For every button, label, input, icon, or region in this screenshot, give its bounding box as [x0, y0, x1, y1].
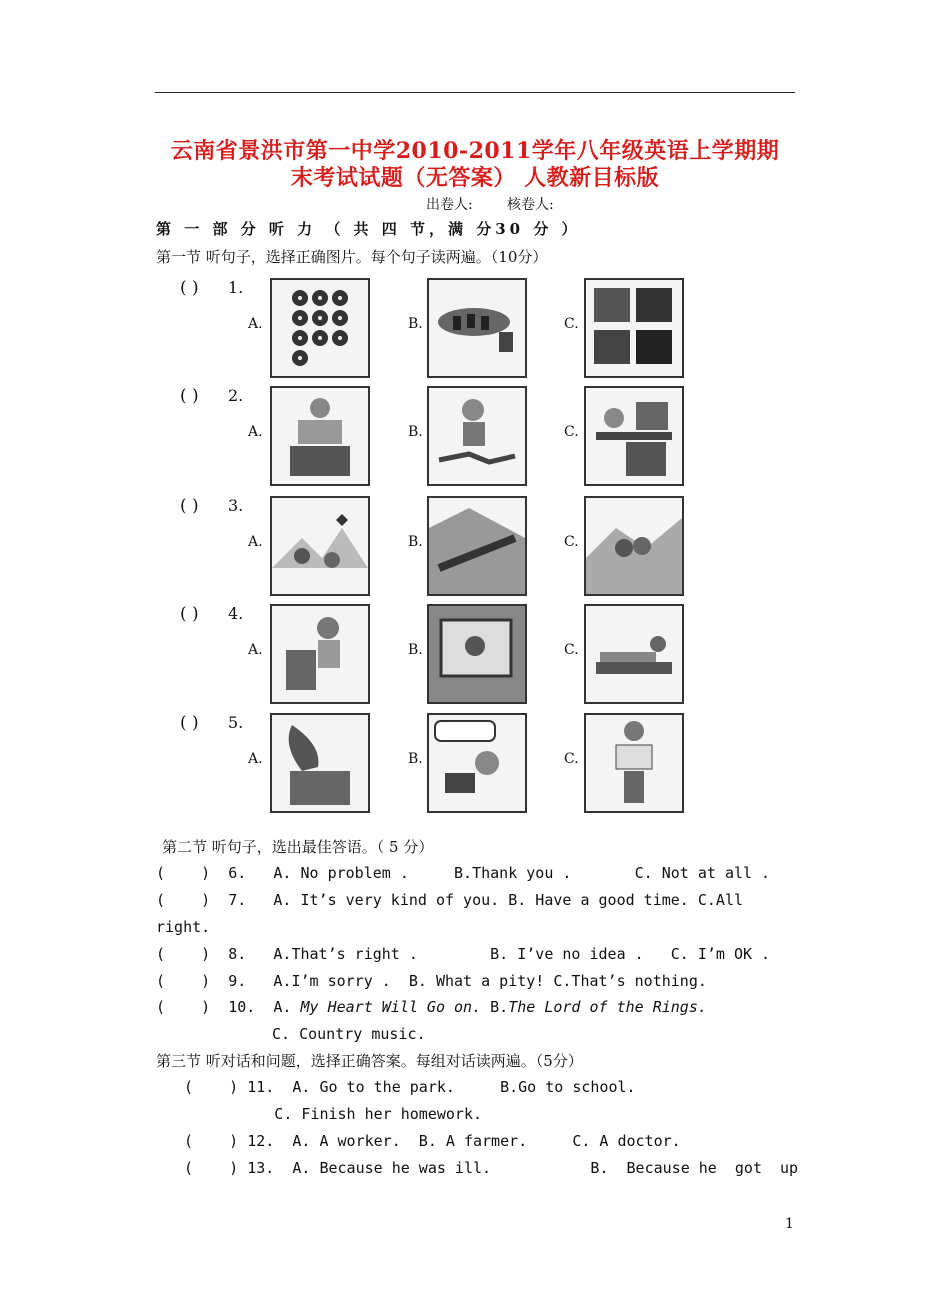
question-line-10 [156, 998, 707, 1016]
option-label: A. [248, 642, 263, 658]
answer-paren: ( ) [180, 386, 199, 406]
rafting-icon [427, 496, 527, 596]
question-number: 4. [228, 604, 244, 623]
boy-reading-icon [270, 386, 370, 486]
cinema-audience-icon [427, 278, 527, 378]
kids-hiking-icon [584, 496, 684, 596]
cds-icon [270, 278, 370, 378]
movie-stills-icon [584, 278, 684, 378]
option-label: C. [564, 751, 579, 767]
question-line: ( ) 7. A. It’s very kind of you. B. Have a good time. C.All [156, 891, 743, 909]
boy-with-toys-icon [427, 386, 527, 486]
page-number: 1 [785, 1216, 794, 1232]
picture-question-5 [180, 713, 700, 817]
question-number: 5. [228, 713, 244, 732]
option-label: C. [564, 424, 579, 440]
picture-question-4 [180, 604, 700, 708]
exam-title-line-2: 末考试试题（无答案） 人教新目标版 [290, 165, 660, 191]
option-label: C. [564, 534, 579, 550]
question-line: ( ) 8. A.That’s right . B. I’ve no idea . C. I’m OK . [156, 945, 771, 963]
man-lying-bed-icon [584, 604, 684, 704]
option-label: A. [248, 751, 263, 767]
question-line: ( ) 12. A. A worker. B. A farmer. C. A doctor. [184, 1132, 681, 1150]
question-line: ( ) 11. A. Go to the park. B.Go to school. [184, 1078, 636, 1096]
section3-heading: 第三节 听对话和问题，选择正确答案。每组对话读两遍。（5分） [156, 1052, 583, 1070]
option-label: B. [408, 424, 423, 440]
reviewer-label: 核卷人: [507, 197, 554, 213]
answer-paren: ( ) [180, 713, 199, 733]
boy-radio-icon [427, 713, 527, 813]
exam-title-line-1: 云南省景洪市第一中学2010-2011学年八年级英语上学期期 [170, 138, 780, 164]
boy-at-computer-icon [584, 386, 684, 486]
option-label: A. [248, 316, 263, 332]
option-label: B. [408, 751, 423, 767]
option-label: C. [564, 316, 579, 332]
question-line: ( ) 9. A.I’m sorry . B. What a pity! C.That’s nothing. [156, 972, 707, 990]
question-number: 2. [228, 386, 244, 405]
question-line: ( ) 13. A. Because he was ill. B. Because he got up [184, 1159, 799, 1177]
kids-kites-icon [270, 496, 370, 596]
picture-question-3 [180, 496, 700, 600]
option-label: B. [408, 534, 423, 550]
tv-screen-icon [427, 604, 527, 704]
section1-heading: 第一节 听句子，选择正确图片。每个句子读两遍。（10分） [156, 248, 548, 266]
q10-option-a: My Heart Will Go on. [300, 998, 482, 1016]
header-rule [155, 92, 795, 93]
q10-mid: B. [481, 998, 509, 1016]
option-label: B. [408, 642, 423, 658]
answer-paren: ( ) [180, 604, 199, 624]
option-label: A. [248, 534, 263, 550]
answer-paren: ( ) [180, 496, 199, 516]
q10-option-b: The Lord of the Rings. [508, 998, 707, 1016]
picture-question-1 [180, 278, 700, 382]
boy-newspaper-icon [584, 713, 684, 813]
question-line: right. [156, 918, 211, 936]
q10-prefix: ( ) 10. A. [156, 998, 301, 1016]
question-line: C. Finish her homework. [184, 1105, 483, 1123]
picture-question-2 [180, 386, 700, 490]
setter-label: 出卷人: [426, 197, 473, 213]
question-number: 3. [228, 496, 244, 515]
gramophone-icon [270, 713, 370, 813]
girl-cleaning-icon [270, 604, 370, 704]
q10-option-c: C. Country music. [272, 1025, 426, 1043]
answer-paren: ( ) [180, 278, 199, 298]
question-line: ( ) 6. A. No problem . B.Thank you . C. Not at all . [156, 864, 771, 882]
option-label: C. [564, 642, 579, 658]
option-label: A. [248, 424, 263, 440]
option-label: B. [408, 316, 423, 332]
part1-heading: 第 一 部 分 听 力 （ 共 四 节，满 分30 分 ） [156, 220, 581, 238]
section2-heading: 第二节 听句子，选出最佳答语。（ 5 分） [162, 838, 434, 856]
question-number: 1. [228, 278, 244, 297]
